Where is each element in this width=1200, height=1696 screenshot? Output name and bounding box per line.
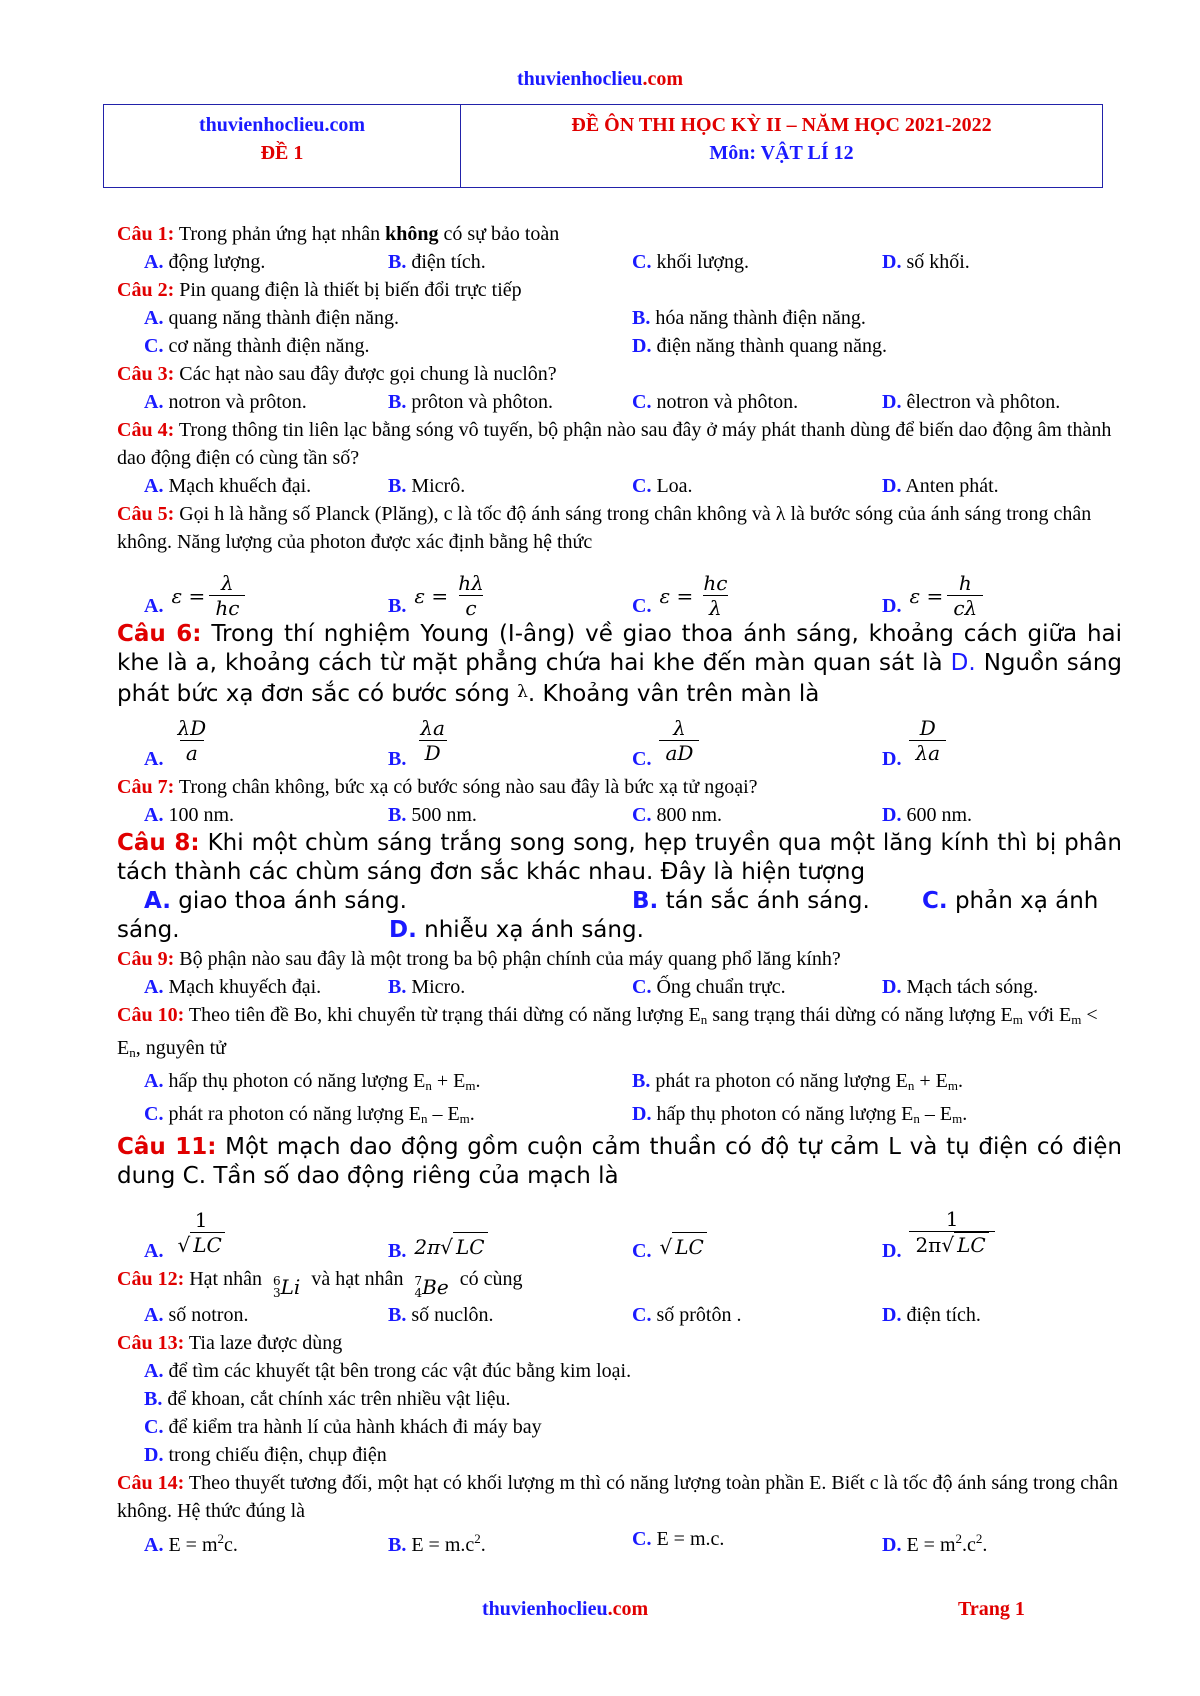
question-14: Câu 14: Theo thuyết tương đối, một hạt có khối lượng m thì có năng lượng toàn phần E. Biết c là tốc độ ánh sáng trong chân không. Hệ thức đúng là A. $E = m^2c$. B. $E = m.c^2$. C. E = m.c. D. $E = m^2.c^2$. xyxy=(117,1469,1122,1559)
question-2: Câu 2: Pin quang điện là thiết bị biến đổi trực tiếp A. quang năng thành điện năng. B. hóa năng thành điện năng. C. cơ năng thành điện năng. D. điện năng thành quang năng. xyxy=(117,276,1122,360)
header-left-cell xyxy=(104,105,461,187)
question-11: Câu 11: Một mạch dao động gồm cuộn cảm thuần có độ tự cảm L và tụ điện có điện dung C. Tần số dao động riêng của mạch là xyxy=(117,1134,1123,1189)
page-number: Trang 1 xyxy=(958,1598,1025,1620)
question-1: Câu 1: Trong phản ứng hạt nhân không có sự bảo toàn A. động lượng. B. điện tích. C. khối lượng. D. số khối. xyxy=(117,220,1122,276)
q6-option-b[interactable]: B. $\frac{\lambda a}{D}$ xyxy=(388,716,445,770)
q4-option-b[interactable]: B. Micrô. xyxy=(388,475,466,497)
q3-option-d[interactable]: D. êlectron và phôton. xyxy=(882,391,1061,413)
question-5: Câu 5: Gọi h là hằng số Planck (Plăng), c là tốc độ ánh sáng trong chân không và λ là bước sóng của ánh sáng trong chân không. Năng lượng của photon được xác định bằng hệ thức A. ε = $\frac{\lambda}{hc}$ B. ε = $\frac{h\lambda}{c}$ C. ε = $\frac{hc}{\lambda}$ D. ε = $\frac{h}{c\lambda}$ xyxy=(117,500,1122,620)
q5-option-c[interactable]: C. ε = $\frac{hc}{\lambda}$ xyxy=(632,571,728,620)
q11-option-b[interactable]: B. 2π √ LC xyxy=(388,1232,632,1265)
q2-option-a[interactable]: A. quang năng thành điện năng. xyxy=(144,307,399,329)
q6-option-d[interactable]: D. $\frac{D}{\lambda a}$ xyxy=(882,716,1122,773)
question-9: Câu 9: Bộ phận nào sau đây là một trong ba bộ phận chính của máy quang phổ lăng kính? A. Mạch khuyếch đại. B. Micro. C. Ống chuẩn trực. D. Mạch tách sóng. xyxy=(117,945,1122,1001)
q12-option-d[interactable]: D. điện tích. xyxy=(882,1304,981,1326)
question-6: Câu 6: Trong thí nghiệm Young (I-âng) về giao thoa ánh sáng, khoảng cách giữa hai khe là a, khoảng cách từ mặt phẳng chứa hai khe đến màn quan sát là D. Nguồn sáng phát bức xạ đơn sắc có bước sóng λ. Khoảng vân trên màn là xyxy=(117,621,1123,707)
nuclide-li: 6 3 Li xyxy=(273,1274,301,1300)
q1-option-d[interactable]: D. số khối. xyxy=(882,251,970,273)
question-12: Câu 12: Hạt nhân 6 3 Li và hạt nhân 7 4 Be có cùng A. số notron. B. số nuclôn. C. số prôtôn . D. điện tích. xyxy=(117,1265,1122,1329)
q12-option-a[interactable]: A. số notron. xyxy=(144,1304,249,1326)
q10-option-b[interactable]: B. phát ra photon có năng lượng $E_n + E_m$. xyxy=(632,1070,963,1093)
exam-title: ĐỀ ÔN THI HỌC KỲ II – NĂM HỌC 2021-2022 xyxy=(571,114,992,136)
q8-option-c-cont: sáng. xyxy=(117,917,180,943)
question-3: Câu 3: Các hạt nào sau đây được gọi chung là nuclôn? A. notron và prôton. B. prôton và phôton. C. notron và phôton. D. êlectron và phôton. xyxy=(117,360,1122,416)
q14-option-a[interactable]: A. $E = m^2c$. xyxy=(144,1531,238,1556)
q4-option-d[interactable]: D. Anten phát. xyxy=(882,475,999,497)
q1-option-b[interactable]: B. điện tích. xyxy=(388,251,486,273)
q2-option-b[interactable]: B. hóa năng thành điện năng. xyxy=(632,307,866,329)
q7-option-c[interactable]: C. 800 nm. xyxy=(632,804,723,826)
q8-option-a[interactable]: A. giao thoa ánh sáng. xyxy=(144,888,407,914)
q10-option-c[interactable]: C. phát ra photon có năng lượng $E_n - E_m$. xyxy=(144,1103,475,1126)
header-right-cell xyxy=(461,105,1102,187)
q1-option-a[interactable]: A. động lượng. xyxy=(144,251,266,273)
q3-option-a[interactable]: A. notron và prôton. xyxy=(144,391,307,413)
exam-code: ĐỀ 1 xyxy=(260,142,304,164)
header-site: thuvienhoclieu.com xyxy=(198,114,366,136)
q7-option-a[interactable]: A. 100 nm. xyxy=(144,804,235,826)
q2-option-c[interactable]: C. cơ năng thành điện năng. xyxy=(144,335,370,357)
q8-option-c[interactable]: C. phản xạ ánh xyxy=(922,888,1099,914)
q9-option-d[interactable]: D. Mạch tách sóng. xyxy=(882,976,1039,998)
site-watermark-bottom: thuvienhoclieu.com xyxy=(482,1598,649,1620)
q7-option-d[interactable]: D. 600 nm. xyxy=(882,804,973,826)
q13-option-b[interactable]: B. để khoan, cắt chính xác trên nhiều vật liệu. xyxy=(144,1388,511,1410)
exam-subject: Môn: VẬT LÍ 12 xyxy=(709,142,854,164)
q8-option-b[interactable]: B. tán sắc ánh sáng. xyxy=(632,888,870,914)
q6-option-a[interactable]: A. $\frac{\lambda D}{a}$ xyxy=(144,716,207,770)
exam-header xyxy=(103,104,1103,188)
q3-option-b[interactable]: B. prôton và phôton. xyxy=(388,391,553,413)
q4-option-c[interactable]: C. Loa. xyxy=(632,475,693,497)
q9-option-c[interactable]: C. Ống chuẩn trực. xyxy=(632,976,786,998)
q5-option-b[interactable]: B. ε = $\frac{h\lambda}{c}$ xyxy=(388,571,484,620)
q10-option-a[interactable]: A. hấp thụ photon có năng lượng $E_n + E_m$. xyxy=(144,1070,481,1093)
q12-option-c[interactable]: C. số prôtôn . xyxy=(632,1304,742,1326)
q5-option-d[interactable]: D. ε = $\frac{h}{c\lambda}$ xyxy=(882,571,1122,620)
question-8: Câu 8: Khi một chùm sáng trắng song song, hẹp truyền qua một lăng kính thì bị phân tách thành các chùm sáng đơn sắc khác nhau. Đây là hiện tượng A. giao thoa ánh sáng. B. tán sắc ánh sáng. C. phản xạ ánh sáng. D. nhiễu xạ ánh sáng. xyxy=(117,830,1123,943)
q14-option-c[interactable]: C. E = m.c. xyxy=(632,1528,725,1550)
q14-option-b[interactable]: B. $E = m.c^2$. xyxy=(388,1531,486,1556)
q7-option-b[interactable]: B. 500 nm. xyxy=(388,804,477,826)
q13-option-d[interactable]: D. trong chiếu điện, chụp điện xyxy=(144,1444,387,1466)
q5-option-a[interactable]: A. ε = $\frac{\lambda}{hc}$ xyxy=(144,571,388,620)
q11-option-c[interactable]: C. √ LC xyxy=(632,1232,882,1265)
q2-option-d[interactable]: D. điện năng thành quang năng. xyxy=(632,335,887,357)
q12-option-b[interactable]: B. số nuclôn. xyxy=(388,1304,494,1326)
question-7: Câu 7: Trong chân không, bức xạ có bước sóng nào sau đây là bức xạ tử ngoại? A. 100 nm. B. 500 nm. C. 800 nm. D. 600 nm. xyxy=(117,773,1122,829)
q9-option-a[interactable]: A. Mạch khuyếch đại. xyxy=(144,976,322,998)
q13-option-c[interactable]: C. để kiểm tra hành lí của hành khách đi máy bay xyxy=(144,1416,542,1438)
site-watermark-top: thuvienhoclieu.com xyxy=(516,68,684,90)
question-11-options xyxy=(117,1191,1122,1265)
question-13: Câu 13: Tia laze được dùng A. để tìm các khuyết tật bên trong các vật đúc bằng kim loại. B. để khoan, cắt chính xác trên nhiều vật liệu. C. để kiểm tra hành lí của hành khách đi máy bay D. trong chiếu điện, chụp điện xyxy=(117,1329,1122,1469)
q6-option-c[interactable]: C. $\frac{\lambda}{aD}$ xyxy=(632,716,882,773)
q14-option-d[interactable]: D. $E = m^2.c^2$. xyxy=(882,1531,988,1556)
question-10: Câu 10: Theo tiên đề Bo, khi chuyển từ trạng thái dừng có năng lượng $E_n$ sang trạng thái dừng có năng lượng $E_m$ với $E_m < E_n$, nguyên tử A. hấp thụ photon có năng lượng $E_n + E_m$. B. phát ra photon có năng lượng $E_n + E_m$. C. phát ra photon có năng lượng $E_n - E_m$. D. hấp thụ photon có năng lượng $E_n - E_m$. xyxy=(117,1001,1122,1133)
q11-option-d[interactable]: D. $\frac{1}{2\pi√ LC}$ xyxy=(882,1207,1122,1265)
question-list xyxy=(117,220,1122,1559)
q4-option-a[interactable]: A. Mạch khuếch đại. xyxy=(144,475,312,497)
q1-option-c[interactable]: C. khối lượng. xyxy=(632,251,749,273)
question-4: Câu 4: Trong thông tin liên lạc bằng sóng vô tuyến, bộ phận nào sau đây ở máy phát thanh dùng để biến dao động âm thành dao động điện có cùng tần số? A. Mạch khuếch đại. B. Micrô. C. Loa. D. Anten phát. xyxy=(117,416,1122,500)
q9-option-b[interactable]: B. Micro. xyxy=(388,976,466,998)
nuclide-be: 7 4 Be xyxy=(414,1274,449,1300)
q11-option-a[interactable]: A. 1 √ LC xyxy=(144,1208,388,1265)
q8-option-d[interactable]: D. nhiễu xạ ánh sáng. xyxy=(389,917,644,943)
q3-option-c[interactable]: C. notron và phôton. xyxy=(632,391,799,413)
q13-option-a[interactable]: A. để tìm các khuyết tật bên trong các vật đúc bằng kim loại. xyxy=(144,1360,632,1382)
question-6-options xyxy=(117,709,1122,773)
q10-option-d[interactable]: D. hấp thụ photon có năng lượng $E_n - E_m$. xyxy=(632,1103,968,1126)
